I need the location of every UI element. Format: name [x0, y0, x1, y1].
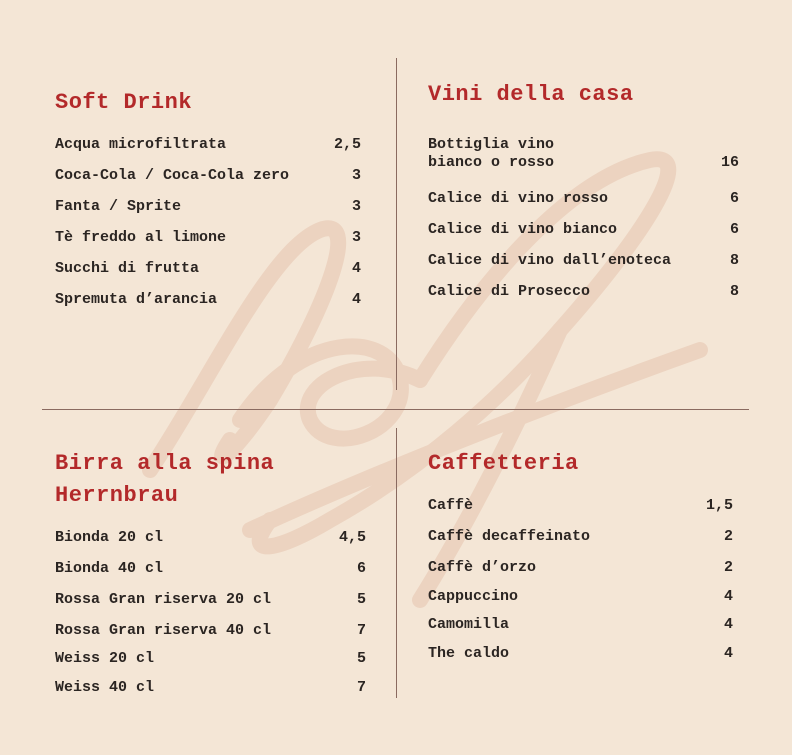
- menu-item-price: 6: [729, 221, 739, 238]
- menu-item-price: 7: [356, 679, 366, 696]
- section-vini-della-casa: [428, 79, 739, 300]
- horizontal-divider: [42, 409, 749, 410]
- menu-item-name: Coca-Cola / Coca-Cola zero: [55, 167, 290, 184]
- section-title: Birra alla spina Herrnbrau: [55, 451, 275, 508]
- menu-item-name: Calice di Prosecco: [428, 283, 591, 300]
- menu-item-price: 4: [723, 645, 733, 662]
- menu-item-price: 4: [351, 260, 361, 277]
- section-caffetteria: [428, 448, 733, 662]
- menu-item-price: 8: [729, 283, 739, 300]
- menu-item-name: Rossa Gran riserva 20 cl: [55, 591, 272, 608]
- menu-item-price: 3: [351, 198, 361, 215]
- section-soft-drink: [55, 87, 361, 308]
- section-title: Caffetteria: [428, 451, 579, 476]
- menu-item-price: 16: [720, 154, 739, 171]
- menu-item-price: 4,5: [338, 529, 366, 546]
- section-title: Vini della casa: [428, 82, 634, 107]
- vertical-divider-bottom: [396, 428, 397, 698]
- menu-item-name: Caffè: [428, 497, 474, 514]
- menu-item-price: 3: [351, 167, 361, 184]
- menu-item-price: 1,5: [705, 497, 733, 514]
- menu-item-price: 6: [729, 190, 739, 207]
- menu-item-price: 3: [351, 229, 361, 246]
- menu-item-name: Bottiglia vino bianco o rosso: [428, 136, 555, 171]
- menu-item-name: Bionda 20 cl: [55, 529, 164, 546]
- vertical-divider-top: [396, 58, 397, 390]
- menu-item-name: Camomilla: [428, 616, 510, 633]
- menu-item-name: Weiss 40 cl: [55, 679, 155, 696]
- menu-item-name: Calice di vino dall’enoteca: [428, 252, 672, 269]
- menu-item-name: Spremuta d’arancia: [55, 291, 218, 308]
- menu-item-price: 7: [356, 622, 366, 639]
- menu-item-price: 4: [723, 616, 733, 633]
- menu-item-name: Succhi di frutta: [55, 260, 200, 277]
- menu-item: [428, 136, 739, 172]
- menu-item-price: 5: [356, 650, 366, 667]
- menu-item-name: Tè freddo al limone: [55, 229, 227, 246]
- menu-item-price: 8: [729, 252, 739, 269]
- menu-item-name: Cappuccino: [428, 588, 519, 605]
- menu-item-price: 5: [356, 591, 366, 608]
- menu-item-name: Acqua microfiltrata: [55, 136, 227, 153]
- menu-item-name: Bionda 40 cl: [55, 560, 164, 577]
- menu-item-price: 6: [356, 560, 366, 577]
- menu-item-name: Rossa Gran riserva 40 cl: [55, 622, 272, 639]
- menu-item-price: 2,5: [333, 136, 361, 153]
- section-title: Soft Drink: [55, 90, 193, 115]
- menu-item-price: 2: [723, 528, 733, 545]
- menu-item-name: Calice di vino rosso: [428, 190, 609, 207]
- menu-item-name: Fanta / Sprite: [55, 198, 182, 215]
- menu-item-name: Caffè d’orzo: [428, 559, 537, 576]
- menu-item-price: 4: [351, 291, 361, 308]
- menu-item-name: The caldo: [428, 645, 510, 662]
- menu-item-name: Caffè decaffeinato: [428, 528, 591, 545]
- menu-item-price: 4: [723, 588, 733, 605]
- menu-item-name: Calice di vino bianco: [428, 221, 618, 238]
- menu-item-price: 2: [723, 559, 733, 576]
- section-birra-alla-spina: [55, 448, 366, 696]
- menu-item-name: Weiss 20 cl: [55, 650, 155, 667]
